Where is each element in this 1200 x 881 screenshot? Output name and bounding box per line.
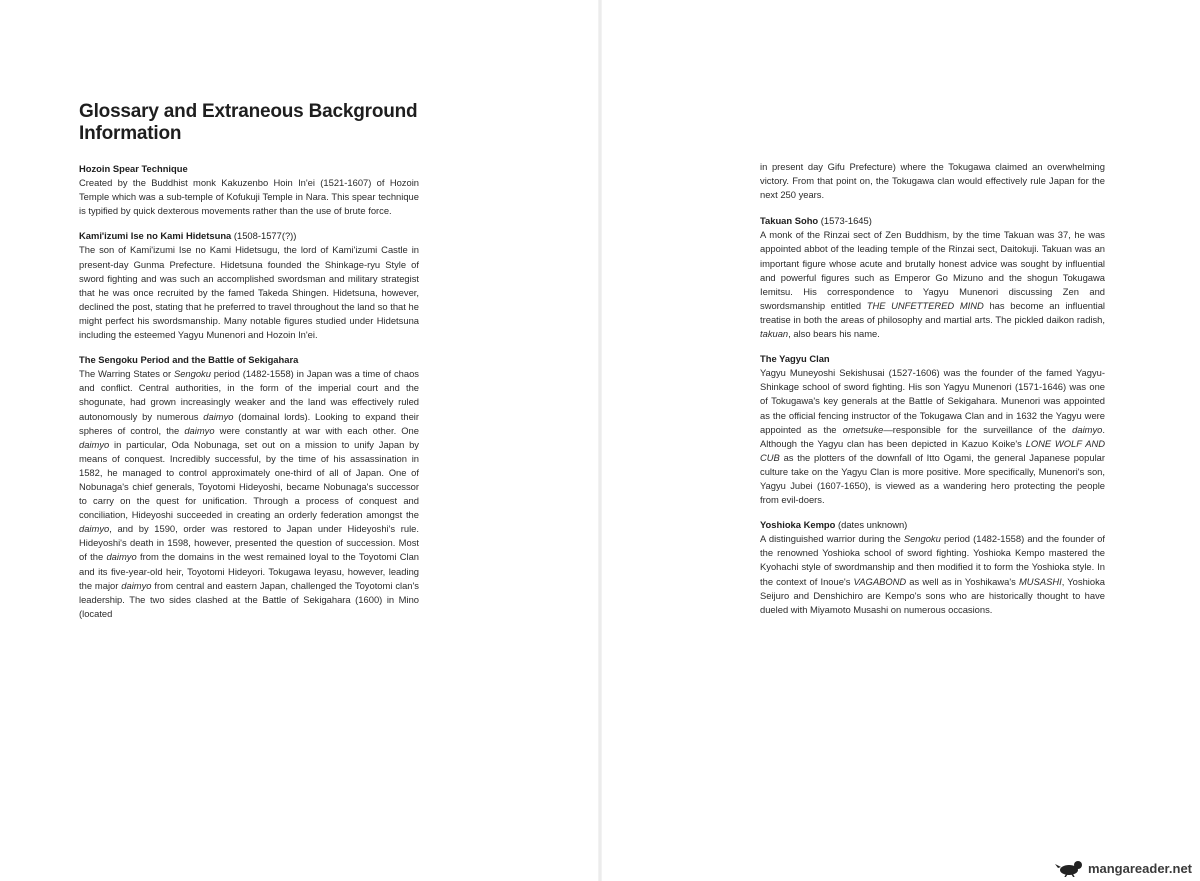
watermark-text: mangareader.net: [1087, 860, 1192, 876]
mascot-icon: [1055, 859, 1085, 877]
entry-heading: Kami'izumi Ise no Kami Hidetsuna (1508-1577(?)): [79, 230, 297, 242]
entry-heading: The Sengoku Period and the Battle of Sekigahara: [79, 354, 299, 366]
right-page: [760, 160, 1105, 628]
entry-hozoin: [79, 162, 419, 218]
entry-dates: (1508-1577(?)): [233, 230, 297, 242]
entry-body: The Warring States or Sengoku period (1482-1558) in Japan was a time of chaos and conflict. Central authorities, in the form of the imperial court and the shogunate, had grown increasingly weaker and the land was effectively ruled autonomously by numerous daimyo (domainal lords). Looking to expand their spheres of control, the daimyo were constantly at war with each other. One daimyo in particular, Oda Nobunaga, set out on a mission to unify Japan by means of conquest. Incredibly successful, by the time of his assassination in 1582, he managed to control approximately one-third of all of Japan. One of Nobunaga's chief generals, Toyotomi Hideyoshi, became Nobunaga's successor to carry on the quest for unification. Through a process of conquest and conciliation, Hideyoshi succeeded in creating an orderly federation amongst the daimyo, and by 1590, order was restored to Japan under Hideyoshi's rule. Hideyoshi's death in 1598, however, presented the question of succession. Most of the daimyo from the domains in the west remained loyal to the Toyotomi Clan and its five-year-old heir, Toyotomi Hideyori. Tokugawa Ieyasu, however, leading the major daimyo from central and eastern Japan, challenged the Toyotomi clan's leadership. The two sides clashed at the Battle of Sekigahara (1600) in Mino (located: [79, 368, 420, 619]
entry-dates: (1573-1645): [820, 215, 872, 227]
entry-dates: (dates unknown): [837, 519, 908, 531]
entry-body: Yagyu Muneyoshi Sekishusai (1527-1606) was the founder of the famed Yagyu-Shinkage school of sword fighting. His son Yagyu Munenori (1571-1646) was one of Tokugawa's key generals at the Battle of Sekigahara. Munenori was appointed as the official fencing instructor of the Tokugawa Clan and in 1632 the Yagyu were appointed as the ometsuke—responsible for the surveillance of the daimyo. Although the Yagyu clan has been depicted in Kazuo Koike's LONE WOLF AND CUB as the plotters of the downfall of Itto Ogami, the general Japanese popular culture take on the Yagyu Clan is more positive. More specifically, Munenori's son, Yagyu Jubei (1607-1650), is viewed as a wandering hero protecting the people from evil-doers.: [760, 367, 1105, 506]
entry-body: The son of Kami'izumi Ise no Kami Hidetsugu, the lord of Kami'izumi Castle in present-day Gunma Prefecture. Hidetsuna founded the Shinkage-ryu Style of sword fighting and was such an accomplished swordsman and military strategist that he was once recruited by the famed Takeda Shingen. Hidetsuna, however, declined the post, stating that he preferred to travel throughout the land so that he might perfect his swordsmanship. Many notable figures studied under Hidetsuna including the esteemed Yagyu Munenori and Hozoin In'ei.: [79, 244, 419, 341]
entry-body: A monk of the Rinzai sect of Zen Buddhism, by the time Takuan was 37, he was appointed abbot of the leading temple of the Rinzai sect, Daitokuji. Takuan was an important figure whose acute and brutally honest advice was sought by influential and powerful figures such as Emperor Go Mizuno and the shogun Tokugawa Iemitsu. His correspondence to Yagyu Munenori discussing Zen and swordsmanship entitled THE UNFETTERED MIND has become an influential treatise in both the areas of philosophy and martial arts. The pickled daikon radish, takuan, also bears his name.: [760, 229, 1105, 340]
page-title: Glossary and Extraneous Background Information: [79, 101, 418, 144]
entry-body: A distinguished warrior during the Sengoku period (1482-1558) and the founder of the renowned Yoshioka school of sword fighting. Yoshioka Kempo mastered the Kyohachi style of swordmanship and then modified it to form the Yoshioka style. In the context of Inoue's VAGABOND as well as in Yoshikawa's MUSASHI, Yoshioka Seijuro and Denshichiro are Kempo's sons who are historically thought to have dueled with Miyamoto Musashi on numerous occasions.: [760, 533, 1105, 615]
entry-heading: Takuan Soho (1573-1645): [760, 215, 872, 227]
entry-yoshioka: [760, 518, 1105, 617]
entry-body: Created by the Buddhist monk Kakuzenbo Hoin In'ei (1521-1607) of Hozoin Temple which was a sub-temple of Kofukuji Temple in Nara. This spear technique is typified by quick dexterous movements rather than the use of brute force.: [79, 177, 419, 217]
entry-yagyu: [760, 352, 1105, 507]
entry-heading: Hozoin Spear Technique: [79, 163, 188, 174]
entry-sengoku-continued: [760, 160, 1105, 202]
entry-takuan: [760, 214, 1105, 341]
watermark: [1055, 859, 1192, 877]
entry-body: in present day Gifu Prefecture) where the Tokugawa claimed an overwhelming victory. From that point on, the Tokugawa clan would effectively rule Japan for the next 250 years.: [760, 161, 1105, 201]
entry-kamiizumi: [79, 229, 419, 342]
entry-sengoku: [79, 353, 419, 621]
left-page: [79, 101, 419, 632]
entry-heading: The Yagyu Clan: [760, 353, 830, 365]
entry-heading: Yoshioka Kempo (dates unknown): [760, 519, 908, 531]
page-gutter: [598, 0, 602, 881]
